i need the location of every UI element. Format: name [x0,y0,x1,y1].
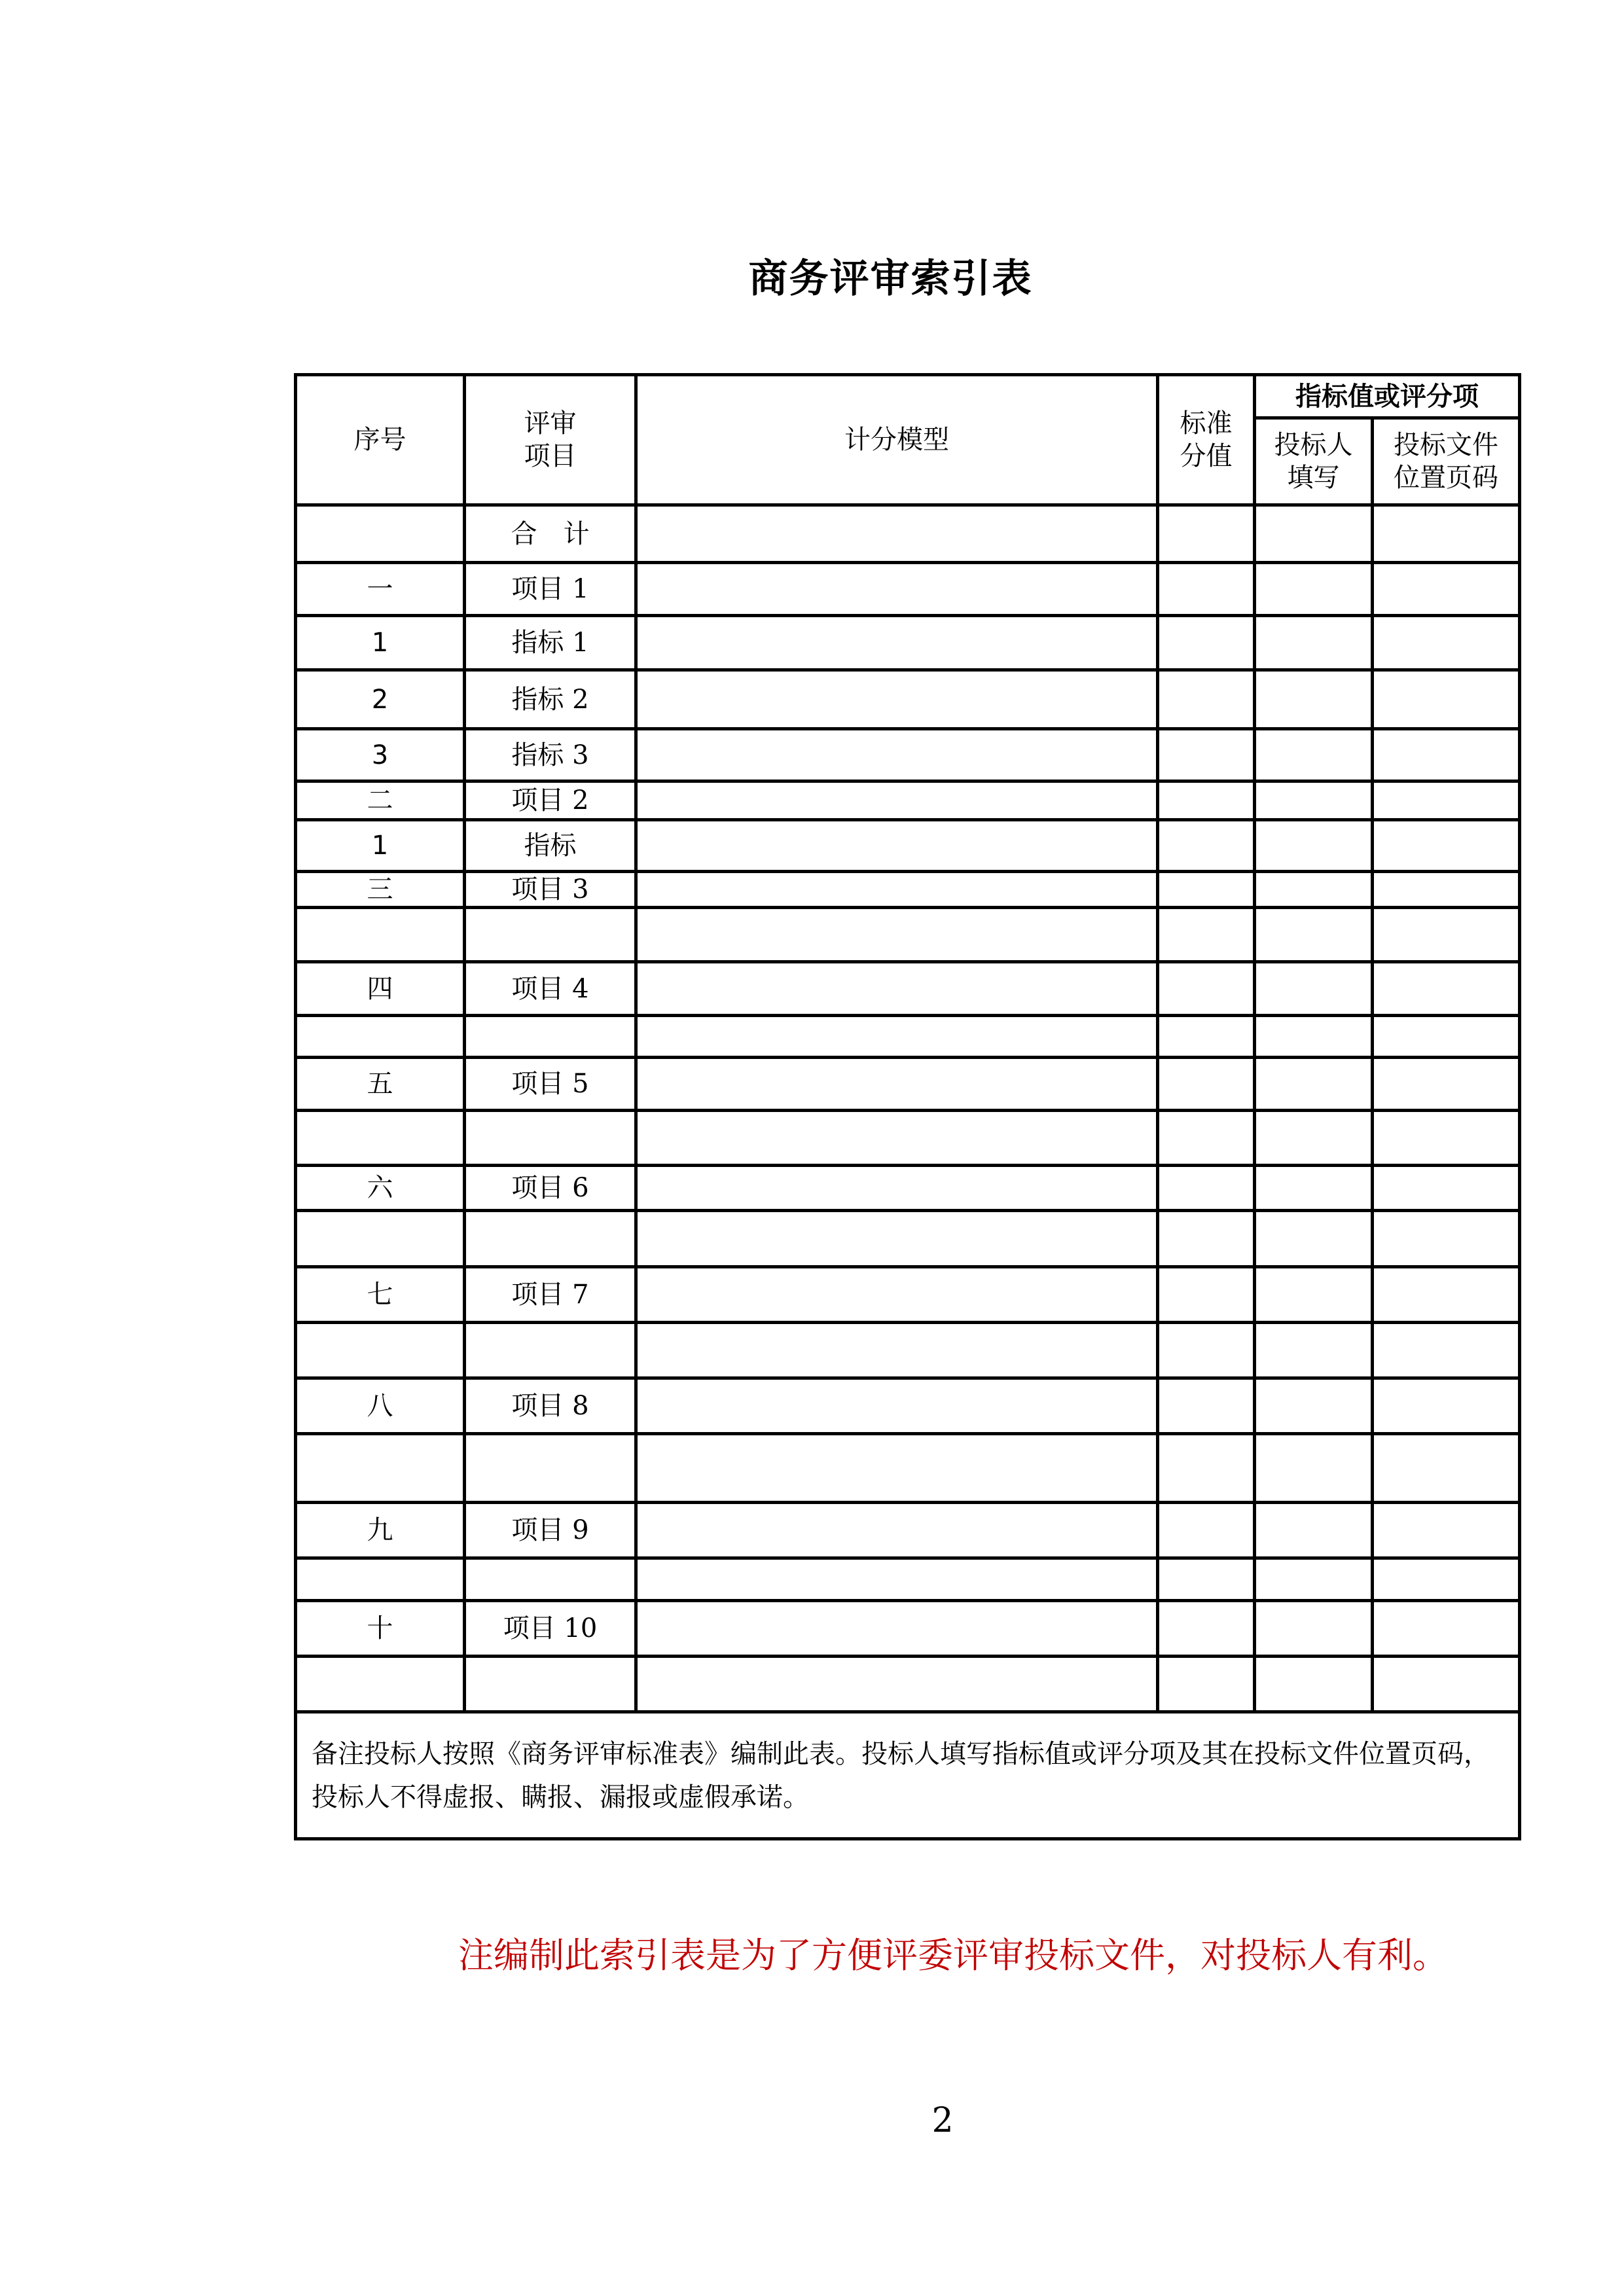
table-row [296,962,1520,1016]
seq-cell: 六 [296,1166,465,1211]
header-seq: 序号 [296,375,465,505]
page-location-cell[interactable] [1373,1657,1520,1712]
notes-cell: 备注投标人按照《商务评审标准表》编制此表。投标人填写指标值或评分项及其在投标文件位置页码，投标人不得虚报、瞒报、漏报或虚假承诺。 [296,1712,1520,1839]
seq-cell: 十 [296,1601,465,1657]
page-location-cell[interactable] [1373,1058,1520,1111]
seq-cell: 一 [296,563,465,616]
bidder-fill-cell[interactable] [1255,1601,1373,1657]
score-cell[interactable] [1158,1211,1255,1267]
score-cell[interactable] [1158,729,1255,781]
bidder-fill-cell[interactable] [1255,1657,1373,1712]
score-cell[interactable] [1158,1016,1255,1058]
page-location-cell[interactable] [1373,1323,1520,1378]
page-number: 2 [931,2101,954,2140]
bidder-fill-cell[interactable] [1255,1434,1373,1503]
bidder-fill-cell[interactable] [1255,1211,1373,1267]
table-row [296,563,1520,616]
bidder-fill-cell[interactable] [1255,505,1373,563]
item-cell: 项目 10 [465,1601,636,1657]
item-cell [465,1657,636,1712]
page-location-cell[interactable] [1373,1378,1520,1434]
table-row [296,1434,1520,1503]
table-row [296,1378,1520,1434]
model-cell[interactable] [636,1378,1158,1434]
table-row [296,1058,1520,1111]
item-cell: 指标 1 [465,616,636,670]
header-bidder-fill: 投标人 填写 [1255,418,1373,505]
seq-cell: 1 [296,616,465,670]
bidder-fill-cell[interactable] [1255,872,1373,908]
score-cell[interactable] [1158,616,1255,670]
page-location-cell[interactable] [1373,729,1520,781]
item-cell [465,1558,636,1601]
bidder-fill-cell[interactable] [1255,781,1373,820]
business-review-index-table [294,373,1521,1840]
seq-cell [296,1558,465,1601]
item-cell: 项目 8 [465,1378,636,1434]
score-cell[interactable] [1158,1601,1255,1657]
score-cell[interactable] [1158,1434,1255,1503]
header-row [296,375,1520,418]
header-indicator-group: 指标值或评分项 [1255,375,1520,418]
score-cell[interactable] [1158,1503,1255,1558]
page-location-cell[interactable] [1373,1111,1520,1166]
item-cell [465,1111,636,1166]
bidder-fill-cell[interactable] [1255,1111,1373,1166]
score-cell[interactable] [1158,1267,1255,1323]
model-cell[interactable] [636,820,1158,872]
item-cell: 项目 9 [465,1503,636,1558]
model-cell[interactable] [636,1211,1158,1267]
table-row [296,1166,1520,1211]
header-model: 计分模型 [636,375,1158,505]
bidder-fill-cell[interactable] [1255,616,1373,670]
model-cell[interactable] [636,670,1158,729]
bidder-fill-cell[interactable] [1255,1058,1373,1111]
model-cell[interactable] [636,908,1158,962]
table-row [296,1111,1520,1166]
page-location-cell[interactable] [1373,1267,1520,1323]
item-cell: 指标 [465,820,636,872]
item-cell [465,1211,636,1267]
model-cell[interactable] [636,616,1158,670]
score-cell[interactable] [1158,1166,1255,1211]
page-location-cell[interactable] [1373,1166,1520,1211]
seq-cell: 七 [296,1267,465,1323]
page-location-cell[interactable] [1373,1211,1520,1267]
model-cell[interactable] [636,1503,1158,1558]
table-row [296,1267,1520,1323]
seq-cell: 五 [296,1058,465,1111]
score-cell[interactable] [1158,1558,1255,1601]
seq-cell [296,505,465,563]
table-row [296,505,1520,563]
page-location-cell[interactable] [1373,670,1520,729]
model-cell[interactable] [636,729,1158,781]
bidder-fill-cell[interactable] [1255,670,1373,729]
page-location-cell[interactable] [1373,781,1520,820]
item-cell: 项目 1 [465,563,636,616]
page-location-cell[interactable] [1373,563,1520,616]
table-row [296,1558,1520,1601]
table-row [296,872,1520,908]
item-cell [465,908,636,962]
seq-cell [296,1111,465,1166]
model-cell[interactable] [636,1601,1158,1657]
model-cell[interactable] [636,781,1158,820]
header-item: 评审 项目 [465,375,636,505]
seq-cell [296,908,465,962]
bidder-fill-cell[interactable] [1255,1323,1373,1378]
score-cell[interactable] [1158,1111,1255,1166]
page-location-cell[interactable] [1373,962,1520,1016]
model-cell[interactable] [636,1267,1158,1323]
table-row [296,1323,1520,1378]
page-location-cell[interactable] [1373,1601,1520,1657]
bidder-fill-cell[interactable] [1255,908,1373,962]
red-footnote: 注编制此索引表是为了方便评委评审投标文件，对投标人有利。 [458,1935,1448,1976]
score-cell[interactable] [1158,820,1255,872]
page-location-cell[interactable] [1373,872,1520,908]
score-cell[interactable] [1158,1378,1255,1434]
bidder-fill-cell[interactable] [1255,962,1373,1016]
model-cell[interactable] [636,505,1158,563]
score-cell[interactable] [1158,1657,1255,1712]
table-row [296,1657,1520,1712]
model-cell[interactable] [636,1558,1158,1601]
item-cell: 项目 7 [465,1267,636,1323]
seq-cell [296,1016,465,1058]
seq-cell: 四 [296,962,465,1016]
score-cell[interactable] [1158,505,1255,563]
table-row [296,1503,1520,1558]
page-location-cell[interactable] [1373,908,1520,962]
seq-cell [296,1211,465,1267]
seq-cell: 1 [296,820,465,872]
item-cell [465,1016,636,1058]
page-location-cell[interactable] [1373,1503,1520,1558]
page-location-cell[interactable] [1373,820,1520,872]
model-cell[interactable] [636,1434,1158,1503]
bidder-fill-cell[interactable] [1255,1378,1373,1434]
model-cell[interactable] [636,563,1158,616]
table-row [296,908,1520,962]
table-row [296,729,1520,781]
page-location-cell[interactable] [1373,1016,1520,1058]
item-cell: 指标 3 [465,729,636,781]
item-cell: 项目 4 [465,962,636,1016]
score-cell[interactable] [1158,1323,1255,1378]
item-cell: 合 计 [465,505,636,563]
item-cell [465,1323,636,1378]
score-cell[interactable] [1158,781,1255,820]
seq-cell: 九 [296,1503,465,1558]
page-title: 商务评审索引表 [748,256,1033,302]
table-row [296,670,1520,729]
seq-cell: 二 [296,781,465,820]
item-cell: 指标 2 [465,670,636,729]
bidder-fill-cell[interactable] [1255,1016,1373,1058]
item-cell: 项目 6 [465,1166,636,1211]
seq-cell: 2 [296,670,465,729]
model-cell[interactable] [636,1323,1158,1378]
model-cell[interactable] [636,1166,1158,1211]
seq-cell [296,1434,465,1503]
score-cell[interactable] [1158,1058,1255,1111]
seq-cell: 3 [296,729,465,781]
seq-cell [296,1657,465,1712]
table-row [296,820,1520,872]
model-cell[interactable] [636,962,1158,1016]
item-cell: 项目 5 [465,1058,636,1111]
seq-cell: 三 [296,872,465,908]
seq-cell [296,1323,465,1378]
table-row [296,1211,1520,1267]
bidder-fill-cell[interactable] [1255,1267,1373,1323]
score-cell[interactable] [1158,563,1255,616]
table-row [296,781,1520,820]
page-location-cell[interactable] [1373,1434,1520,1503]
item-cell: 项目 3 [465,872,636,908]
model-cell[interactable] [636,1657,1158,1712]
notes-row [296,1712,1520,1839]
bidder-fill-cell[interactable] [1255,563,1373,616]
page-location-cell[interactable] [1373,505,1520,563]
header-standard-score: 标准 分值 [1158,375,1255,505]
item-cell [465,1434,636,1503]
bidder-fill-cell[interactable] [1255,820,1373,872]
model-cell[interactable] [636,872,1158,908]
score-cell[interactable] [1158,872,1255,908]
table-row [296,1016,1520,1058]
bidder-fill-cell[interactable] [1255,1166,1373,1211]
table-row [296,616,1520,670]
bidder-fill-cell[interactable] [1255,1503,1373,1558]
page-location-cell[interactable] [1373,1558,1520,1601]
bidder-fill-cell[interactable] [1255,1558,1373,1601]
model-cell[interactable] [636,1016,1158,1058]
score-cell[interactable] [1158,908,1255,962]
header-page-location: 投标文件 位置页码 [1373,418,1520,505]
table-row [296,1601,1520,1657]
item-cell: 项目 2 [465,781,636,820]
model-cell[interactable] [636,1058,1158,1111]
bidder-fill-cell[interactable] [1255,729,1373,781]
model-cell[interactable] [636,1111,1158,1166]
seq-cell: 八 [296,1378,465,1434]
score-cell[interactable] [1158,670,1255,729]
score-cell[interactable] [1158,962,1255,1016]
page-location-cell[interactable] [1373,616,1520,670]
